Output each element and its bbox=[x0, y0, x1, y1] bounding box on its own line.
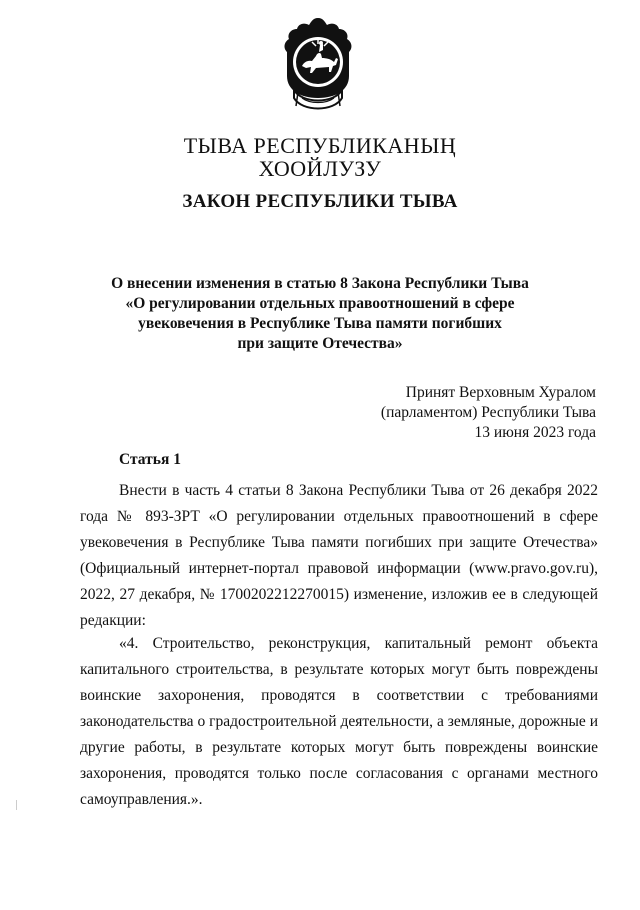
coat-of-arms-emblem bbox=[276, 12, 360, 116]
adoption-note-line: (парламентом) Республики Тыва bbox=[380, 404, 596, 421]
article-paragraph: «4. Строительство, реконструкция, капитальный ремонт объекта капитального строительства, в результате которых могут быть повреждены воинские захоронения, проводятся в соответствии с требованиями законодательства о градостроительной деятельности, а земляные, дорожные и другие работы, в результате которых могут быть повреждены воинские захоронения, проводятся только после согласования с органами местного самоуправления.». bbox=[80, 635, 598, 808]
law-subject bbox=[80, 274, 560, 354]
header-title-line-2: ХООЙЛУЗУ bbox=[258, 156, 382, 181]
article-heading: Статья 1 bbox=[119, 451, 181, 468]
article-paragraph: Внести в часть 4 статьи 8 Закона Республики Тыва от 26 декабря 2022 года № 893-ЗРТ «О регулировании отдельных правоотношений в сфере увековечения в Республике Тыва памяти погибших при защите Отечества» (Официальный интернет-портал правовой информации (www.pravo.gov.ru), 2022, 27 декабря, № 1700202212270015) изменение, изложив ее в следующей редакции: bbox=[80, 482, 598, 629]
law-subject-line: «О регулировании отдельных правоотношений в сфере bbox=[125, 295, 515, 312]
adoption-note-line: 13 июня 2023 года bbox=[474, 424, 596, 441]
law-subject-line: увековечения в Республике Тыва памяти погибших bbox=[138, 315, 502, 332]
law-subject-line: О внесении изменения в статью 8 Закона Республики Тыва bbox=[111, 275, 529, 292]
adoption-note-line: Принят Верховным Хуралом bbox=[405, 384, 596, 401]
header-title-line-1: ТЫВА РЕСПУБЛИКАНЫҢ bbox=[183, 133, 457, 158]
scan-margin-mark bbox=[16, 800, 17, 810]
law-title: ЗАКОН РЕСПУБЛИКИ ТЫВА bbox=[182, 191, 458, 212]
law-subject-line: при защите Отечества» bbox=[237, 335, 403, 352]
adoption-note bbox=[381, 383, 596, 443]
